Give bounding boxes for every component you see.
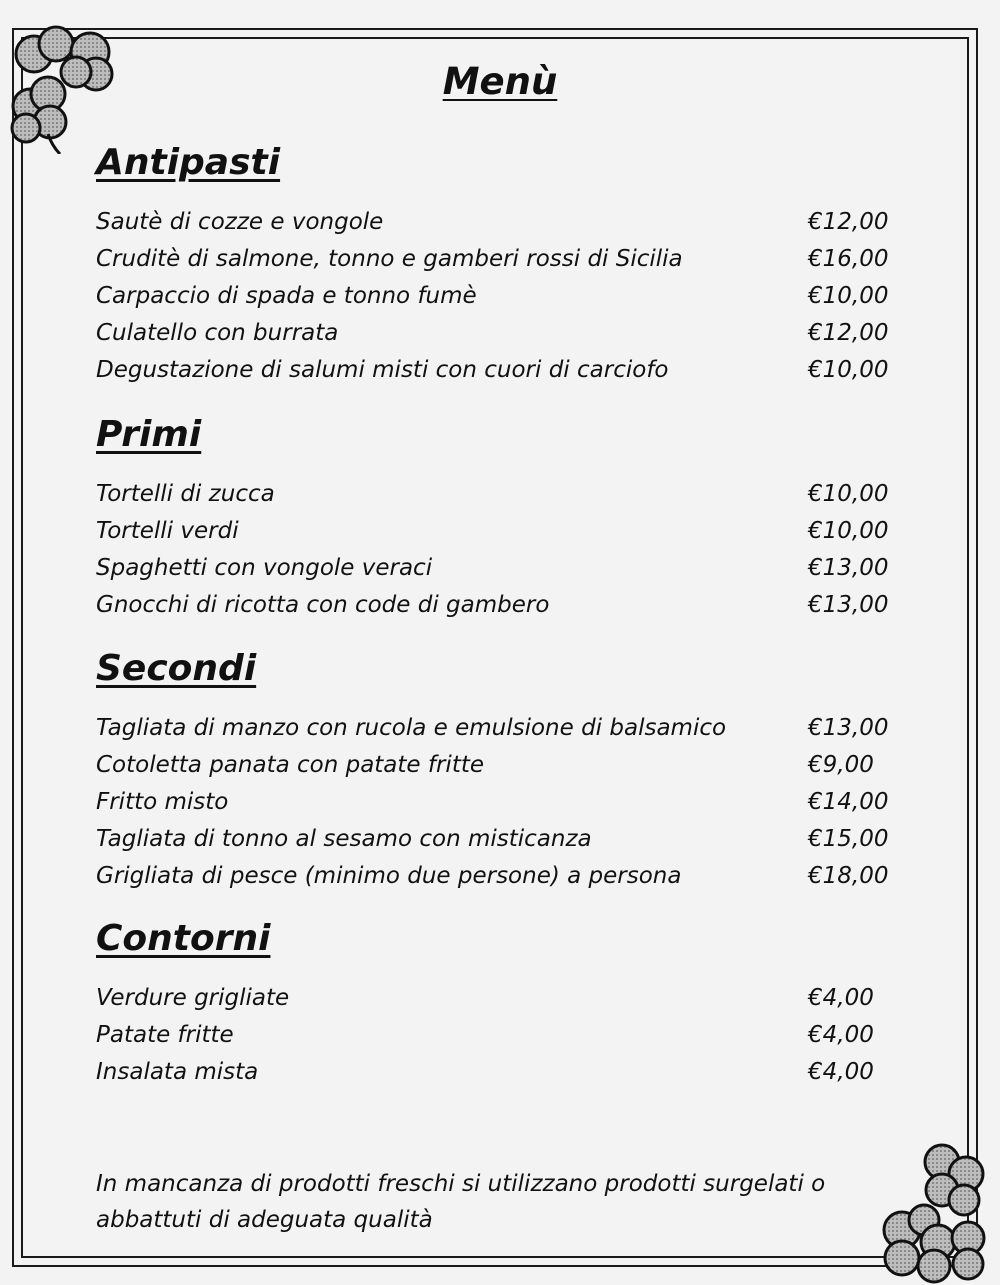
menu-item [96,710,896,747]
item-name: Tortelli verdi [96,518,239,544]
item-name: Spaghetti con vongole veraci [96,555,433,581]
menu-item [96,513,896,550]
menu-item [96,1017,896,1054]
section-secondi [96,648,896,895]
item-price: €13,00 [808,555,889,581]
menu-item [96,352,896,389]
item-name: Culatello con burrata [96,320,339,346]
section-contorni [96,918,896,1091]
item-price: €13,00 [808,592,889,618]
item-price: €10,00 [808,357,889,383]
menu-item [96,204,896,241]
item-price: €15,00 [808,826,889,852]
item-price: €16,00 [808,246,889,272]
item-price: €12,00 [808,320,889,346]
menu-item [96,241,896,278]
menu-item [96,747,896,784]
item-name: Verdure grigliate [96,985,290,1011]
menu-title: Menù [442,60,558,103]
section-antipasti [96,142,896,389]
footnote-line: abbattuti di adeguata qualità [96,1207,433,1233]
item-price: €4,00 [808,1059,874,1085]
menu-item [96,550,896,587]
menu-item [96,858,896,895]
item-name: Tortelli di zucca [96,481,275,507]
item-name: Insalata mista [96,1059,259,1085]
item-name: Fritto misto [96,789,229,815]
item-name: Degustazione di salumi misti con cuori di carciofo [96,357,669,383]
item-name: Patate fritte [96,1022,234,1048]
item-price: €10,00 [808,481,889,507]
item-price: €18,00 [808,863,889,889]
item-price: €12,00 [808,209,889,235]
footnote [96,1166,896,1238]
item-name: Sautè di cozze e vongole [96,209,384,235]
menu-item [96,784,896,821]
item-price: €14,00 [808,789,889,815]
section-heading: Primi [96,414,202,455]
menu-item [96,1054,896,1091]
footnote-line: In mancanza di prodotti freschi si utilizzano prodotti surgelati o [96,1171,826,1197]
section-heading: Secondi [96,648,257,689]
section-heading: Antipasti [96,142,281,183]
menu-item [96,278,896,315]
item-name: Cotoletta panata con patate fritte [96,752,485,778]
item-price: €10,00 [808,283,889,309]
item-price: €10,00 [808,518,889,544]
menu-item [96,315,896,352]
menu-item [96,476,896,513]
menu-item [96,587,896,624]
item-name: Tagliata di tonno al sesamo con misticanza [96,826,592,852]
item-price: €9,00 [808,752,874,778]
menu-item [96,980,896,1017]
item-name: Carpaccio di spada e tonno fumè [96,283,477,309]
item-name: Gnocchi di ricotta con code di gambero [96,592,550,618]
menu-item [96,821,896,858]
item-price: €4,00 [808,1022,874,1048]
item-name: Grigliata di pesce (minimo due persone) a persona [96,863,682,889]
section-heading: Contorni [96,918,271,959]
section-primi [96,414,896,624]
item-name: Cruditè di salmone, tonno e gamberi rossi di Sicilia [96,246,683,272]
item-price: €13,00 [808,715,889,741]
item-name: Tagliata di manzo con rucola e emulsione di balsamico [96,715,727,741]
item-price: €4,00 [808,985,874,1011]
